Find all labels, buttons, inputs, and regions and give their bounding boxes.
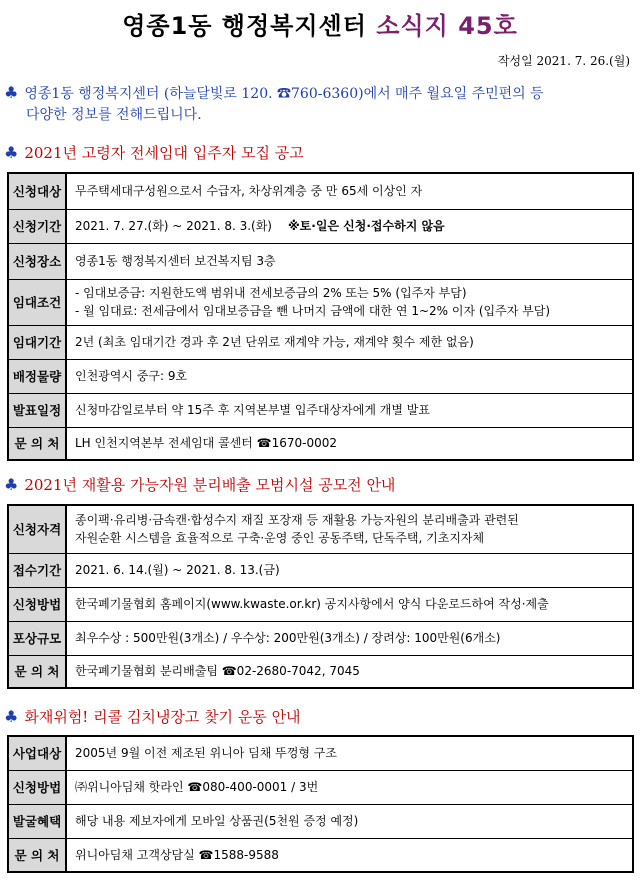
info-table (7, 504, 634, 689)
table-row (8, 770, 633, 804)
table-row (8, 279, 633, 325)
table-row (8, 209, 633, 243)
row-value: 무주택세대구성원으로서 수급자, 차상위계층 중 만 65세 이상인 자 (66, 173, 633, 209)
table-row (8, 173, 633, 209)
table-row (8, 325, 633, 359)
row-value: 해당 내용 제보자에게 모바일 상품권(5천원 증정 예정) (66, 804, 633, 838)
row-value: 위니아딤채 고객상담실 ☎1588-9588 (66, 838, 633, 872)
table-row (8, 736, 633, 770)
table-row (8, 804, 633, 838)
row-label: 임대기간 (8, 325, 66, 359)
row-label: 발표일정 (8, 393, 66, 427)
section-title: ♣ 2021년 고령자 전세임대 입주자 모집 공고 (4, 143, 304, 162)
row-value: 최우수상 : 500만원(3개소) / 우수상: 200만원(3개소) / 장려상: 100만원(6개소) (66, 621, 633, 655)
row-label: 임대조건 (8, 279, 66, 325)
table-row (8, 505, 633, 553)
row-value: - 임대보증금: 지원한도액 범위내 전세보증금의 2% 또는 5% (입주자 부담) - 월 임대료: 전세금에서 임대보증금을 뺀 나머지 금액에 대한 연 1~2% 이자 (입주자 부담) (66, 279, 633, 325)
table-row (8, 655, 633, 688)
title-main: 영종1동 행정복지센터 (122, 12, 367, 40)
row-value: 2021. 6. 14.(월) ~ 2021. 8. 13.(금) (66, 553, 633, 587)
table-row (8, 553, 633, 587)
row-value: ㈜위니아딤채 핫라인 ☎080-400-0001 / 3번 (66, 770, 633, 804)
club-suit-icon: ♣ (4, 707, 19, 726)
row-label: 문 의 처 (8, 427, 66, 460)
row-value: 신청마감일로부터 약 15주 후 지역본부별 입주대상자에게 개별 발표 (66, 393, 633, 427)
row-label: 신청방법 (8, 587, 66, 621)
intro-line-1: 영종1동 행정복지센터 (하늘달빛로 120. ☎760-6360)에서 매주 월요일 주민편의 등 (24, 86, 544, 102)
table-row (8, 359, 633, 393)
row-label: 배정물량 (8, 359, 66, 393)
row-value: 한국폐기물협회 홈페이지(www.kwaste.or.kr) 공지사항에서 양식 다운로드하여 작성·제출 (66, 587, 633, 621)
title-issue: 소식지 45호 (376, 12, 518, 40)
club-suit-icon: ♣ (4, 83, 19, 102)
info-table (7, 172, 634, 461)
section-title: ♣ 2021년 재활용 가능자원 분리배출 모범시설 공모전 안내 (4, 475, 396, 494)
row-label: 신청대상 (8, 173, 66, 209)
row-value: 2005년 9월 이전 제조된 위니아 딤채 뚜껑형 구조 (66, 736, 633, 770)
row-value: 영종1동 행정복지센터 보건복지팀 3층 (66, 243, 633, 279)
row-value: 한국폐기물협회 분리배출팀 ☎02-2680-7042, 7045 (66, 655, 633, 688)
table-row (8, 427, 633, 460)
intro (4, 82, 634, 126)
intro-line-2: 다양한 정보를 전해드립니다. (26, 107, 202, 123)
row-value: LH 인천지역본부 전세임대 콜센터 ☎1670-0002 (66, 427, 633, 460)
row-label: 신청기간 (8, 209, 66, 243)
row-label: 사업대상 (8, 736, 66, 770)
table-row (8, 838, 633, 872)
club-suit-icon: ♣ (4, 143, 19, 162)
row-value: 2021. 7. 27.(화) ~ 2021. 8. 3.(화) ※토·일은 신청·접수하지 않음 (66, 209, 633, 243)
row-label: 신청방법 (8, 770, 66, 804)
written-date: 작성일 2021. 7. 26.(월) (497, 54, 630, 68)
row-label: 포상규모 (8, 621, 66, 655)
row-label: 신청자격 (8, 505, 66, 553)
table-row (8, 587, 633, 621)
row-label: 문 의 처 (8, 655, 66, 688)
row-label: 문 의 처 (8, 838, 66, 872)
club-suit-icon: ♣ (4, 475, 19, 494)
table-row (8, 243, 633, 279)
section-title: ♣ 화재위험! 리콜 김치냉장고 찾기 운동 안내 (4, 707, 301, 726)
row-value: 종이팩·유리병·금속캔·합성수지 재질 포장재 등 재활용 가능자원의 분리배출과 관련된 자원순환 시스템을 효율적으로 구축·운영 중인 공동주택, 단독주택, 기초지자체 (66, 505, 633, 553)
row-label: 접수기간 (8, 553, 66, 587)
page-title (0, 6, 640, 40)
row-value: 인천광역시 중구: 9호 (66, 359, 633, 393)
table-row (8, 621, 633, 655)
notice-text: ※토·일은 신청·접수하지 않음 (288, 219, 445, 233)
row-label: 발굴혜택 (8, 804, 66, 838)
row-value: 2년 (최초 임대기간 경과 후 2년 단위로 재계약 가능, 재계약 횟수 제한 없음) (66, 325, 633, 359)
table-row (8, 393, 633, 427)
row-label: 신청장소 (8, 243, 66, 279)
info-table (7, 735, 634, 873)
